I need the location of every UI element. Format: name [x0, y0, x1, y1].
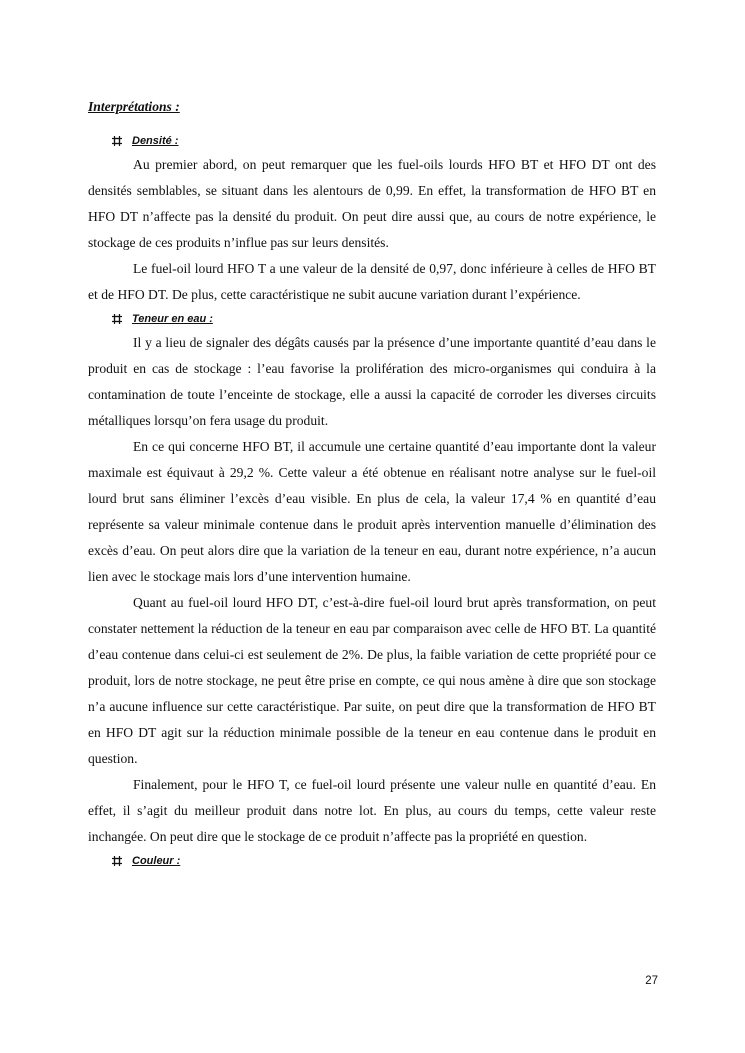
- section-couleur-header: [112, 850, 656, 872]
- section-densite-header: [112, 130, 656, 152]
- page-content: [88, 96, 656, 872]
- bullet-icon: [112, 136, 122, 146]
- section-couleur-title: Couleur :: [132, 855, 181, 867]
- section-densite-title: Densité :: [132, 135, 179, 147]
- interpretations-heading: Interprétations :: [88, 99, 180, 114]
- paragraph: Quant au fuel-oil lourd HFO DT, c’est-à-dire fuel-oil lourd brut après transformation, on peut constater nettement la réduction de la teneur en eau par comparaison avec celle de HFO BT. La quantité d’eau contenue dans celui-ci est seulement de 2%. De plus, la faible variation de cette propriété pour ce produit, lors de notre stockage, ne peut être prise en compte, ce qui nous amène à dire que son stockage n’a aucune influence sur cette caractéristique. Par suite, on peut dire que la transformation de HFO BT en HFO DT agit sur la réduction minimale possible de la teneur en eau contenue dans le produit en question.: [88, 595, 656, 766]
- bullet-icon: [112, 314, 122, 324]
- paragraph: Finalement, pour le HFO T, ce fuel-oil lourd présente une valeur nulle en quantité d’eau. En effet, il s’agit du meilleur produit dans notre lot. En plus, au cours du temps, cette valeur reste inchangée. On peut dire que le stockage de ce produit n’affecte pas la propriété en question.: [88, 777, 656, 844]
- section-teneur-header: [112, 308, 656, 330]
- paragraph: Il y a lieu de signaler des dégâts causés par la présence d’une importante quantité d’eau dans le produit en cas de stockage : l’eau favorise la prolifération des micro-organismes qui conduira à la contamination de toute l’enceinte de stockage, elle a aussi la capacité de corroder les diverses circuits métalliques lorsqu’on fera usage du produit.: [88, 335, 656, 428]
- section-teneur-title: Teneur en eau :: [132, 313, 213, 325]
- paragraph: Le fuel-oil lourd HFO T a une valeur de la densité de 0,97, donc inférieure à celles de HFO BT et de HFO DT. De plus, cette caractéristique ne subit aucune variation durant l’expérience.: [88, 261, 656, 302]
- page-number: 27: [645, 975, 658, 987]
- bullet-icon: [112, 856, 122, 866]
- paragraph: Au premier abord, on peut remarquer que les fuel-oils lourds HFO BT et HFO DT ont des densités semblables, se situant dans les alentours de 0,99. En effet, la transformation de HFO BT en HFO DT n’affecte pas la densité du produit. On peut dire aussi que, au cours de notre expérience, le stockage de ces produits n’influe pas sur leurs densités.: [88, 157, 656, 250]
- paragraph: En ce qui concerne HFO BT, il accumule une certaine quantité d’eau importante dont la valeur maximale est équivaut à 29,2 %. Cette valeur a été obtenue en réalisant notre analyse sur le fuel-oil lourd brut sans éliminer l’excès d’eau visible. En plus de cela, la valeur 17,4 % en quantité d’eau représente sa valeur minimale contenue dans le produit après intervention manuelle d’élimination des excès d’eau. On peut alors dire que la variation de la teneur en eau, durant notre expérience, n’a aucun lien avec le stockage mais lors d’une intervention humaine.: [88, 439, 656, 584]
